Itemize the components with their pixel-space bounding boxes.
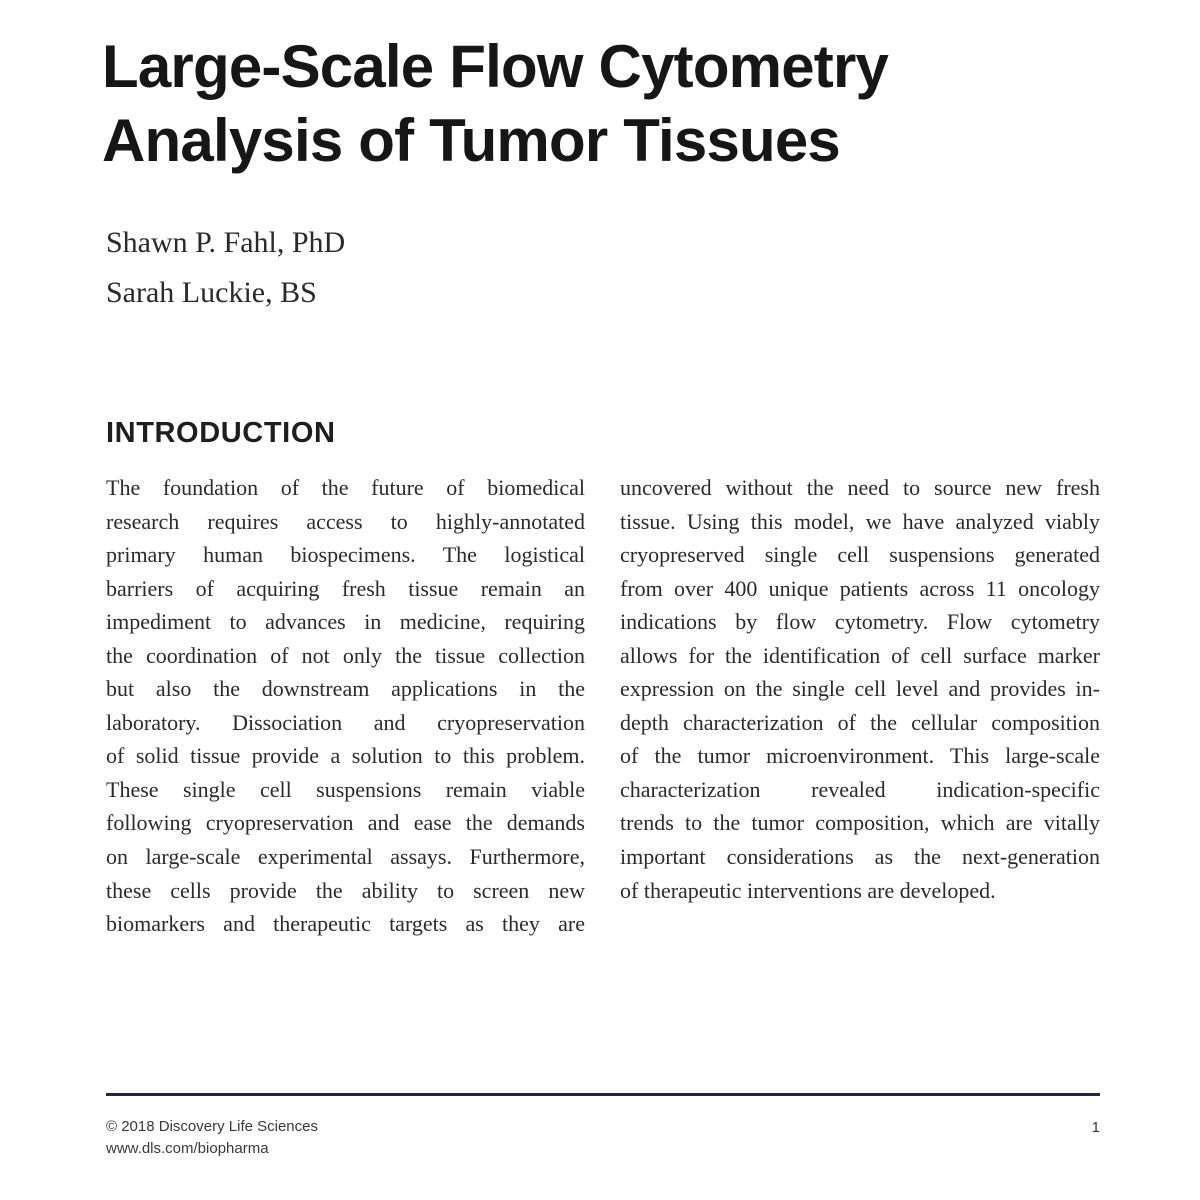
text-line: but also the downstream applications in the	[106, 676, 585, 702]
footer-divider	[106, 1093, 1100, 1096]
text-line: uncovered without the need to source new fresh	[620, 475, 1100, 500]
text-line: cryopreserved single cell suspensions generated	[620, 542, 1100, 568]
text-line: the coordination of not only the tissue collection	[106, 642, 585, 668]
text-line: tissue. Using this model, we have analyzed viably	[620, 508, 1100, 534]
page-number: 1	[1091, 1119, 1100, 1136]
text-line: characterization revealed indication-specific	[620, 776, 1100, 802]
text-line: these cells provide the ability to screen new	[106, 877, 585, 903]
text-line: allows for the identification of cell surface marker	[620, 642, 1100, 668]
text-line: important considerations as the next-generation	[620, 844, 1100, 870]
text-line: trends to the tumor composition, which are vitally	[620, 810, 1100, 836]
title-line-1: Large-Scale Flow Cytometry	[102, 33, 889, 100]
text-line: biomarkers and therapeutic targets as they are	[106, 911, 585, 937]
footer-url[interactable]: www.dls.com/biopharma	[106, 1140, 269, 1157]
text-line: research requires access to highly-annotated	[106, 508, 585, 534]
text-line: of solid tissue provide a solution to this problem.	[106, 743, 585, 769]
text-line: primary human biospecimens. The logistical	[106, 542, 585, 568]
section-heading: INTRODUCTION	[106, 417, 336, 449]
copyright-text: © 2018 Discovery Life Sciences	[106, 1118, 318, 1135]
text-line: barriers of acquiring fresh tissue remain an	[106, 575, 585, 601]
author-name: Sarah Luckie, BS	[106, 276, 317, 309]
text-line: on large-scale experimental assays. Furthermore,	[106, 844, 585, 870]
body-column-right	[620, 471, 1100, 907]
text-line: from over 400 unique patients across 11 oncology	[620, 575, 1100, 601]
text-line: These single cell suspensions remain viable	[106, 776, 585, 802]
text-line: The foundation of the future of biomedical	[106, 475, 585, 500]
title-line-2: Analysis of Tumor Tissues	[102, 107, 840, 174]
text-line: of the tumor microenvironment. This large-scale	[620, 743, 1100, 769]
text-line: expression on the single cell level and provides in-	[620, 676, 1100, 702]
text-line: depth characterization of the cellular composition	[620, 709, 1100, 735]
footer-info	[106, 1116, 318, 1160]
author-list	[106, 218, 345, 318]
text-line: indications by flow cytometry. Flow cytometry	[620, 609, 1100, 635]
document-title	[102, 30, 1102, 178]
text-line: impediment to advances in medicine, requiring	[106, 609, 585, 635]
text-line: of therapeutic interventions are developed.	[620, 877, 996, 903]
text-line: following cryopreservation and ease the demands	[106, 810, 585, 836]
author-name: Shawn P. Fahl, PhD	[106, 226, 346, 259]
body-column-left	[106, 471, 585, 941]
text-line: laboratory. Dissociation and cryopreservation	[106, 709, 585, 735]
